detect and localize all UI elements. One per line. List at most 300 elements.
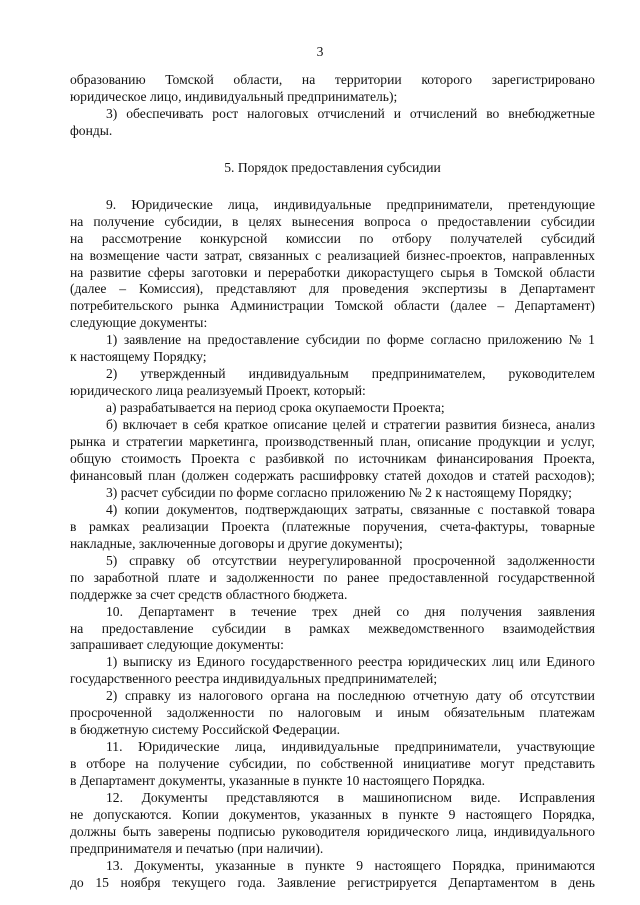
text-line: запрашивает следующие документы: [70, 637, 284, 652]
word: Томской [334, 298, 384, 313]
word: рынка [70, 434, 106, 449]
word: товарные [540, 519, 595, 534]
word: допускаются. [93, 807, 172, 822]
word: по [334, 451, 349, 466]
word: Порядка, [542, 807, 595, 822]
word: 13. [106, 858, 123, 873]
word: могут [480, 756, 515, 771]
word: отчислений [317, 106, 385, 121]
word: 2) [106, 688, 118, 703]
text-line: фонды. [70, 123, 113, 138]
word: руководителем [508, 366, 595, 381]
word: субсидии, [229, 756, 287, 771]
word: Копии [181, 807, 219, 822]
word: товара [557, 502, 595, 517]
word: 1) [106, 654, 118, 669]
word: предоставление [101, 621, 194, 636]
word: указанные [215, 858, 276, 873]
word: по [359, 231, 374, 246]
text-line [70, 704, 595, 721]
word: № [568, 332, 582, 347]
word: маркетинга, [189, 434, 259, 449]
word: указанных [310, 807, 372, 822]
word: представляют [216, 281, 297, 296]
word: (далее [450, 298, 487, 313]
word: об [186, 553, 201, 568]
word: по [70, 570, 85, 585]
word: описание [273, 417, 328, 432]
word: целей [332, 417, 366, 432]
word: на [301, 72, 316, 87]
word: копии [124, 502, 160, 517]
word: форме [387, 332, 424, 347]
word: не [70, 807, 84, 822]
text-line [70, 213, 595, 230]
word: финансовый [70, 468, 143, 483]
word: в [284, 621, 291, 636]
text-line [70, 230, 595, 247]
word: услуг, [561, 434, 595, 449]
word: заявление [123, 332, 182, 347]
word: представляются [226, 790, 319, 805]
word: обязательным [444, 705, 525, 720]
word: статей [384, 468, 422, 483]
word: Единого [196, 654, 246, 669]
word: бизнеса, [502, 417, 551, 432]
word: межведомственного [368, 621, 485, 636]
word: взаимодействия [502, 621, 595, 636]
word: Администрации [229, 298, 324, 313]
word: субсидии [540, 214, 595, 229]
word: предприниматели, [386, 197, 493, 212]
text-line: в Департамент документы, указанные в пункте 10 настоящего Порядка. [70, 773, 486, 788]
word: быть [122, 824, 152, 839]
word: рамках [89, 519, 130, 534]
word: общую [70, 451, 112, 466]
word: реестра [358, 654, 403, 669]
word: с [315, 248, 322, 263]
text-line [70, 280, 595, 297]
word: юридического [366, 824, 450, 839]
word: вынесения [291, 214, 355, 229]
word: затраты, [355, 502, 404, 517]
word: государственной [498, 570, 595, 585]
word: Проекта [221, 519, 270, 534]
word: получение [158, 756, 220, 771]
word: машинописном [362, 790, 452, 805]
text-line [106, 331, 595, 348]
word: 9 [448, 807, 456, 822]
word: дикорастущего [346, 265, 434, 280]
word: налоговых [247, 106, 309, 121]
word: в [70, 519, 77, 534]
word: индивидуальные [273, 197, 372, 212]
word: индивидуальным [248, 366, 349, 381]
word: получателей [450, 231, 523, 246]
word: лица, [235, 739, 266, 754]
word: продукции [478, 434, 541, 449]
word: связанных [248, 248, 309, 263]
text-line [70, 467, 595, 484]
word: внебюджетные [508, 106, 595, 121]
word: на [70, 248, 84, 263]
word: потребительского [70, 298, 173, 313]
word: индивидуальные [281, 739, 380, 754]
text-line [70, 874, 595, 891]
word: года. [237, 875, 266, 890]
word: просроченной [413, 553, 496, 568]
word: расшифровку [299, 468, 379, 483]
word: предприниматели, [394, 739, 502, 754]
word: на [70, 265, 84, 280]
text-line [106, 789, 595, 806]
word: план [148, 468, 176, 483]
word: иным [397, 705, 430, 720]
text-line: юридического лица реализуемый Проект, который: [70, 383, 366, 398]
word: в [232, 214, 239, 229]
word: по [296, 756, 311, 771]
word: 12. [106, 790, 123, 805]
word: 3) [106, 106, 118, 121]
section-heading: 5. Порядок предоставления субсидии [224, 160, 441, 175]
word: поставкой [490, 502, 550, 517]
word: реализации [142, 519, 209, 534]
word: утвержденный [140, 366, 226, 381]
word: задолженности [166, 705, 255, 720]
word: вопроса [364, 214, 411, 229]
word: Единого [546, 654, 595, 669]
word: области, [233, 72, 283, 87]
text-line [106, 501, 595, 518]
word: направленных [512, 248, 595, 263]
word: краткое [224, 417, 268, 432]
word: документов, [229, 807, 301, 822]
word: справку [129, 553, 175, 568]
word: в [182, 417, 189, 432]
word: развития [445, 417, 497, 432]
word: Проекта, [543, 451, 595, 466]
word: в [381, 807, 389, 822]
text-line [106, 196, 595, 213]
word: источникам [358, 451, 427, 466]
word: реализацией [327, 248, 400, 263]
word: заявления [537, 604, 595, 619]
word: образованию [70, 72, 146, 87]
word: Юридические [131, 197, 213, 212]
word: из [178, 654, 191, 669]
word: индивидуального [493, 824, 595, 839]
word: Юридические [138, 739, 220, 754]
word: Исправления [519, 790, 595, 805]
word: и [209, 570, 217, 585]
word: в [337, 790, 344, 805]
word: течение [251, 604, 297, 619]
word: пункте [305, 858, 345, 873]
word: на [70, 231, 84, 246]
word: налогового [198, 688, 263, 703]
word: дня [424, 604, 446, 619]
word: 9. [106, 197, 117, 212]
page-number: 3 [316, 44, 324, 59]
word: претендующие [507, 197, 595, 212]
word: Комиссия), [138, 281, 204, 296]
text-line [106, 738, 595, 755]
word: и [393, 106, 401, 121]
word: настоящего [374, 858, 441, 873]
word: включает [122, 417, 177, 432]
word: Заявление [277, 875, 336, 890]
word: отчетную [412, 688, 469, 703]
word: последнюю [337, 688, 406, 703]
word: платежам [539, 705, 595, 720]
word: предоставление [207, 332, 300, 347]
word: расходов); [535, 468, 595, 483]
word: 5) [106, 553, 118, 568]
word: (должен [181, 468, 229, 483]
text-line [70, 806, 595, 823]
text-line [70, 264, 595, 281]
word: субсидии [305, 332, 360, 347]
word: с [249, 451, 256, 466]
word: отчислений [409, 106, 478, 121]
word: субсидии, [164, 214, 222, 229]
word: 10. [106, 604, 123, 619]
word: по [323, 570, 338, 585]
word: в [481, 265, 488, 280]
word: виде. [470, 790, 501, 805]
word: Порядка, [452, 858, 505, 873]
text-line: к настоящему Порядку; [70, 349, 207, 364]
word: и [254, 265, 262, 280]
text-line [70, 71, 595, 88]
word: обеспечивать [126, 106, 204, 121]
text-line: следующие документы: [70, 315, 208, 330]
text-line [106, 416, 595, 433]
text-line [106, 603, 595, 620]
word: Документы [141, 790, 208, 805]
word: или [519, 654, 541, 669]
word: 9 [356, 858, 363, 873]
word: отборе [86, 756, 126, 771]
word: 1) [106, 332, 118, 347]
text-line [70, 569, 595, 586]
word: Департамент [138, 604, 214, 619]
word: финансирования [436, 451, 534, 466]
word: получения [460, 604, 522, 619]
word: Томской [494, 265, 543, 280]
word: до [70, 875, 84, 890]
word: – [119, 281, 127, 296]
word: подтверждающих [244, 502, 348, 517]
word: трех [312, 604, 338, 619]
word: в [229, 604, 236, 619]
word: и [112, 434, 120, 449]
word: рост [212, 106, 239, 121]
word: поручения, [362, 519, 428, 534]
word: получение [93, 214, 155, 229]
word: себя [193, 417, 219, 432]
word: проведения [341, 281, 409, 296]
word: 1 [588, 332, 595, 347]
word: с [477, 502, 484, 517]
word: лица, [456, 824, 487, 839]
word: рассмотрение [101, 231, 182, 246]
word: дату [476, 688, 502, 703]
word: задолженности [226, 570, 314, 585]
word: субсидии [211, 621, 267, 636]
text-line: предпринимателя и печатью (при наличии). [70, 841, 324, 856]
word: анализ [556, 417, 595, 432]
text-line: в бюджетную систему Российской Федерации. [70, 722, 341, 737]
text-line [70, 450, 595, 467]
word: возмещение [89, 248, 160, 263]
word: связанные [410, 502, 471, 517]
word: лиц [492, 654, 514, 669]
word: приложению [487, 332, 563, 347]
text-line: юридическое лицо, индивидуальный предприниматель); [70, 89, 398, 104]
word: стратегии [126, 434, 183, 449]
word: стоимость [121, 451, 182, 466]
word: заверены [157, 824, 211, 839]
word: (платежные [282, 519, 351, 534]
word: области [393, 298, 440, 313]
text-line [70, 823, 595, 840]
word: в [500, 281, 507, 296]
word: подписью [217, 824, 276, 839]
word: юридических [408, 654, 487, 669]
word: доходов [427, 468, 474, 483]
word: переработки [267, 265, 341, 280]
word: день [568, 875, 595, 890]
word: содержать [234, 468, 294, 483]
word: производственный [264, 434, 374, 449]
text-line [106, 105, 595, 122]
text-line [70, 433, 595, 450]
word: налоговым [297, 705, 361, 720]
word: Департамент) [515, 298, 595, 313]
word: ранее [347, 570, 380, 585]
word: отбору [392, 231, 432, 246]
word: территории [334, 72, 402, 87]
word: сферы [147, 265, 185, 280]
word: участвующие [516, 739, 595, 754]
word: органа [270, 688, 310, 703]
word: плате [168, 570, 200, 585]
word: собственной [320, 756, 394, 771]
word: 15 [95, 875, 109, 890]
word: сырья [440, 265, 475, 280]
word: экспертизы [421, 281, 488, 296]
text-line: поддержке за счет средств областного бюджета. [70, 587, 348, 602]
word: справку [124, 688, 171, 703]
word: государственного [250, 654, 353, 669]
text-line [70, 755, 595, 772]
word: ноября [120, 875, 161, 890]
word: регистрируется [347, 875, 437, 890]
word: – [497, 298, 505, 313]
word: 11. [106, 739, 123, 754]
text-line [106, 552, 595, 569]
word: согласно [430, 332, 482, 347]
word: на [135, 756, 149, 771]
word: стратегии [383, 417, 441, 432]
word: в [287, 858, 294, 873]
text-line [106, 687, 595, 704]
word: рамках [309, 621, 350, 636]
word: субсидий [540, 231, 595, 246]
word: Документы, [134, 858, 204, 873]
word: заготовки [191, 265, 248, 280]
word: разбивкой [265, 451, 325, 466]
word: предпринимателем, [371, 366, 486, 381]
word: пункте [398, 807, 439, 822]
word: во [486, 106, 500, 121]
word: предоставлении [437, 214, 531, 229]
word: план, [379, 434, 411, 449]
word: принимаются [516, 858, 595, 873]
word: конкурсной [200, 231, 268, 246]
word: на [316, 688, 331, 703]
word: на [70, 621, 84, 636]
text-line [70, 297, 595, 314]
word: предоставленной [388, 570, 489, 585]
word: и [547, 434, 555, 449]
word: целях [248, 214, 282, 229]
word: отсутствии [530, 688, 595, 703]
word: (далее [70, 281, 107, 296]
word: бизнес-проектов, [406, 248, 506, 263]
word: задолженности [507, 553, 595, 568]
word: инициативе [403, 756, 471, 771]
word: на [70, 214, 84, 229]
word: для [309, 281, 330, 296]
word: рынка [183, 298, 220, 313]
word: лица, [227, 197, 259, 212]
text-line: а) разрабатывается на период срока окупаемости Проекта; [106, 400, 445, 415]
word: Департаментом [448, 875, 539, 890]
word: статей [492, 468, 530, 483]
word: в [550, 875, 557, 890]
word: об [509, 688, 523, 703]
word: отсутствии [212, 553, 277, 568]
word: части [165, 248, 198, 263]
text-line [106, 857, 595, 874]
word: Томской [165, 72, 214, 87]
word: и [371, 417, 379, 432]
word: на [187, 332, 201, 347]
word: документов, [166, 502, 238, 517]
word: о [420, 214, 428, 229]
word: представить [524, 756, 595, 771]
word: затрат, [204, 248, 243, 263]
word: Департамент [519, 281, 595, 296]
word: настоящего [465, 807, 533, 822]
text-line [70, 518, 595, 535]
text-line: накладные, заключенные договоры и другие документы); [70, 536, 403, 551]
word: дней [353, 604, 381, 619]
word: развитие [89, 265, 142, 280]
word: по [268, 705, 284, 720]
word: описание [417, 434, 472, 449]
word: Проекта [191, 451, 240, 466]
word: в [70, 756, 77, 771]
text-line [106, 365, 595, 382]
word: руководителя [282, 824, 361, 839]
word: счета-фактуры, [439, 519, 529, 534]
word: выписку [123, 654, 173, 669]
word: текущего [172, 875, 226, 890]
word: должны [70, 824, 117, 839]
